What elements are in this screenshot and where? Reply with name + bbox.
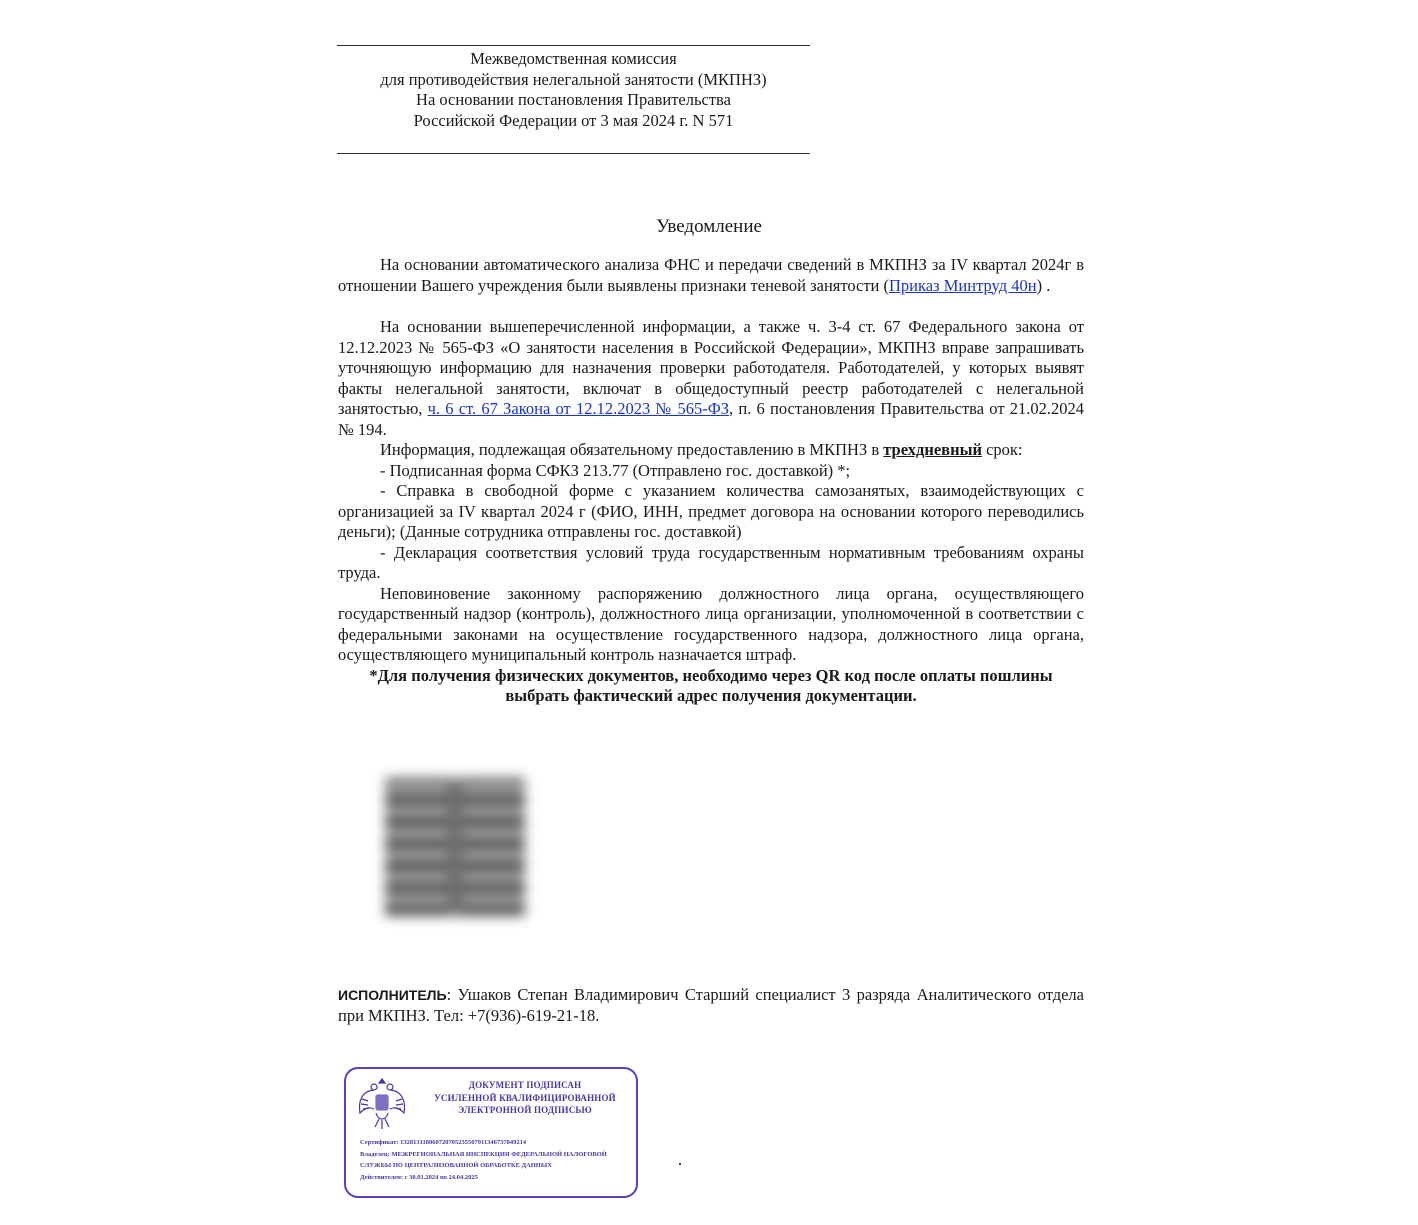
paragraph-text: На основании вышеперечисленной информации, а также ч. 3-4 ст. 67 Федерального закона от 12.12.2023 № 565-ФЗ «О занятости населения в Российской Федерации», МКПНЗ вправе запрашивать уточняющую информацию для назначения проверки работодателя. Работодателей, у которых выявят факты нелегальной занятости, включат в общедоступный реестр работодателей с нелегальной занятостью, xyxy=(338,317,1084,418)
letterhead-line: На основании постановления Правительства xyxy=(416,90,731,109)
executor-label: ИСПОЛНИТЕЛЬ xyxy=(338,987,447,1003)
qr-note: *Для получения физических документов, необходимо через QR код после оплаты пошлины выбрать фактический адрес получения документации. xyxy=(369,665,1053,705)
stamp-heading-line: УСИЛЕННОЙ КВАЛИФИЦИРОВАННОЙ xyxy=(434,1092,616,1103)
stamp-validity: Действителен: с 30.01.2024 по 24.04.2025 xyxy=(360,1173,478,1181)
executor-details: : Ушаков Степан Владимирович Старший специалист 3 разряда Аналитического отдела при МКПНЗ. Тел: +7(936)-619-21-18. xyxy=(338,985,1084,1025)
requirement-item: - Справка в свободной форме с указанием количества самозанятых, взаимодействующих с организацией за IV квартал 2024 г (ФИО, ИНН, предмет договора на основании которого переводились деньги); (Данные сотрудника отправлены гос. доставкой) xyxy=(338,481,1084,541)
law-link[interactable]: ч. 6 ст. 67 Закона от 12.12.2023 № 565-ФЗ xyxy=(427,399,730,418)
letterhead-line: Российской Федерации от 3 мая 2024 г. N 571 xyxy=(413,110,734,130)
paragraph-text: ) . xyxy=(1036,275,1051,295)
paragraph-text: , п. 6 постановления Правительства от 21.02.2024 № 194. xyxy=(338,399,1084,439)
requirements-intro xyxy=(338,440,1084,461)
stamp-owner: Владелец: МЕЖРЕГИОНАЛЬНАЯ ИНСПЕКЦИЯ ФЕДЕРАЛЬНОЙ НАЛОГОВОЙ СЛУЖБЫ ПО ЦЕНТРАЛИЗОВАННОЙ ОБРАБОТКЕ ДАННЫХ xyxy=(360,1150,607,1169)
e-signature-stamp xyxy=(344,1067,638,1198)
stamp-details xyxy=(360,1137,630,1183)
coat-of-arms-icon xyxy=(352,1073,412,1133)
stray-mark xyxy=(679,1163,681,1165)
penalty-paragraph: Неповиновение законному распоряжению должностного лица органа, осуществляющего государственный надзор (контроль), должностного лица организации, уполномоченной в соответствии с федеральными законами на осуществление государственного надзора, должностного лица органа, осуществляющего муниципальный контроль назначается штраф. xyxy=(338,583,1084,664)
paragraph-text: срок: xyxy=(981,440,1023,459)
deadline-emphasis: трехдневный xyxy=(883,440,982,459)
paragraph-law xyxy=(338,317,1084,440)
stamp-heading-line: ДОКУМЕНТ ПОДПИСАН xyxy=(468,1080,582,1090)
paragraph-analysis xyxy=(338,255,1084,296)
stamp-heading xyxy=(420,1079,630,1117)
paragraph-text: Информация, подлежащая обязательному предоставлению в МКПНЗ в xyxy=(380,440,884,459)
letterhead-bottom-rule xyxy=(337,153,810,154)
executor-block xyxy=(338,985,1084,1026)
order-link[interactable]: Приказ Минтруд 40н xyxy=(889,275,1037,295)
requirement-item: - Декларация соответствия условий труда государственным нормативным требованиям охраны труда. xyxy=(338,542,1084,582)
requirement-item: - Подписанная форма СФКЗ 213.77 (Отправлено гос. доставкой) *; xyxy=(380,460,851,480)
letterhead xyxy=(337,45,810,154)
letterhead-line: для противодействия нелегальной занятости (МКПНЗ) xyxy=(380,69,767,89)
stamp-certificate: Сертификат: 132813118060720705235507911346737849214 xyxy=(360,1139,527,1146)
qr-code[interactable] xyxy=(385,778,525,916)
notice-body xyxy=(338,255,1084,707)
paragraph-text: На основании автоматического анализа ФНС и передачи сведений в МКПНЗ за IV квартал 2024г в отношении Вашего учреждения были выявлены признаки теневой занятости ( xyxy=(338,255,1084,295)
stamp-heading-line: ЭЛЕКТРОННОЙ ПОДПИСЬЮ xyxy=(458,1105,592,1115)
letterhead-line: Межведомственная комиссия xyxy=(470,49,677,68)
document-title: Уведомление xyxy=(656,216,762,237)
